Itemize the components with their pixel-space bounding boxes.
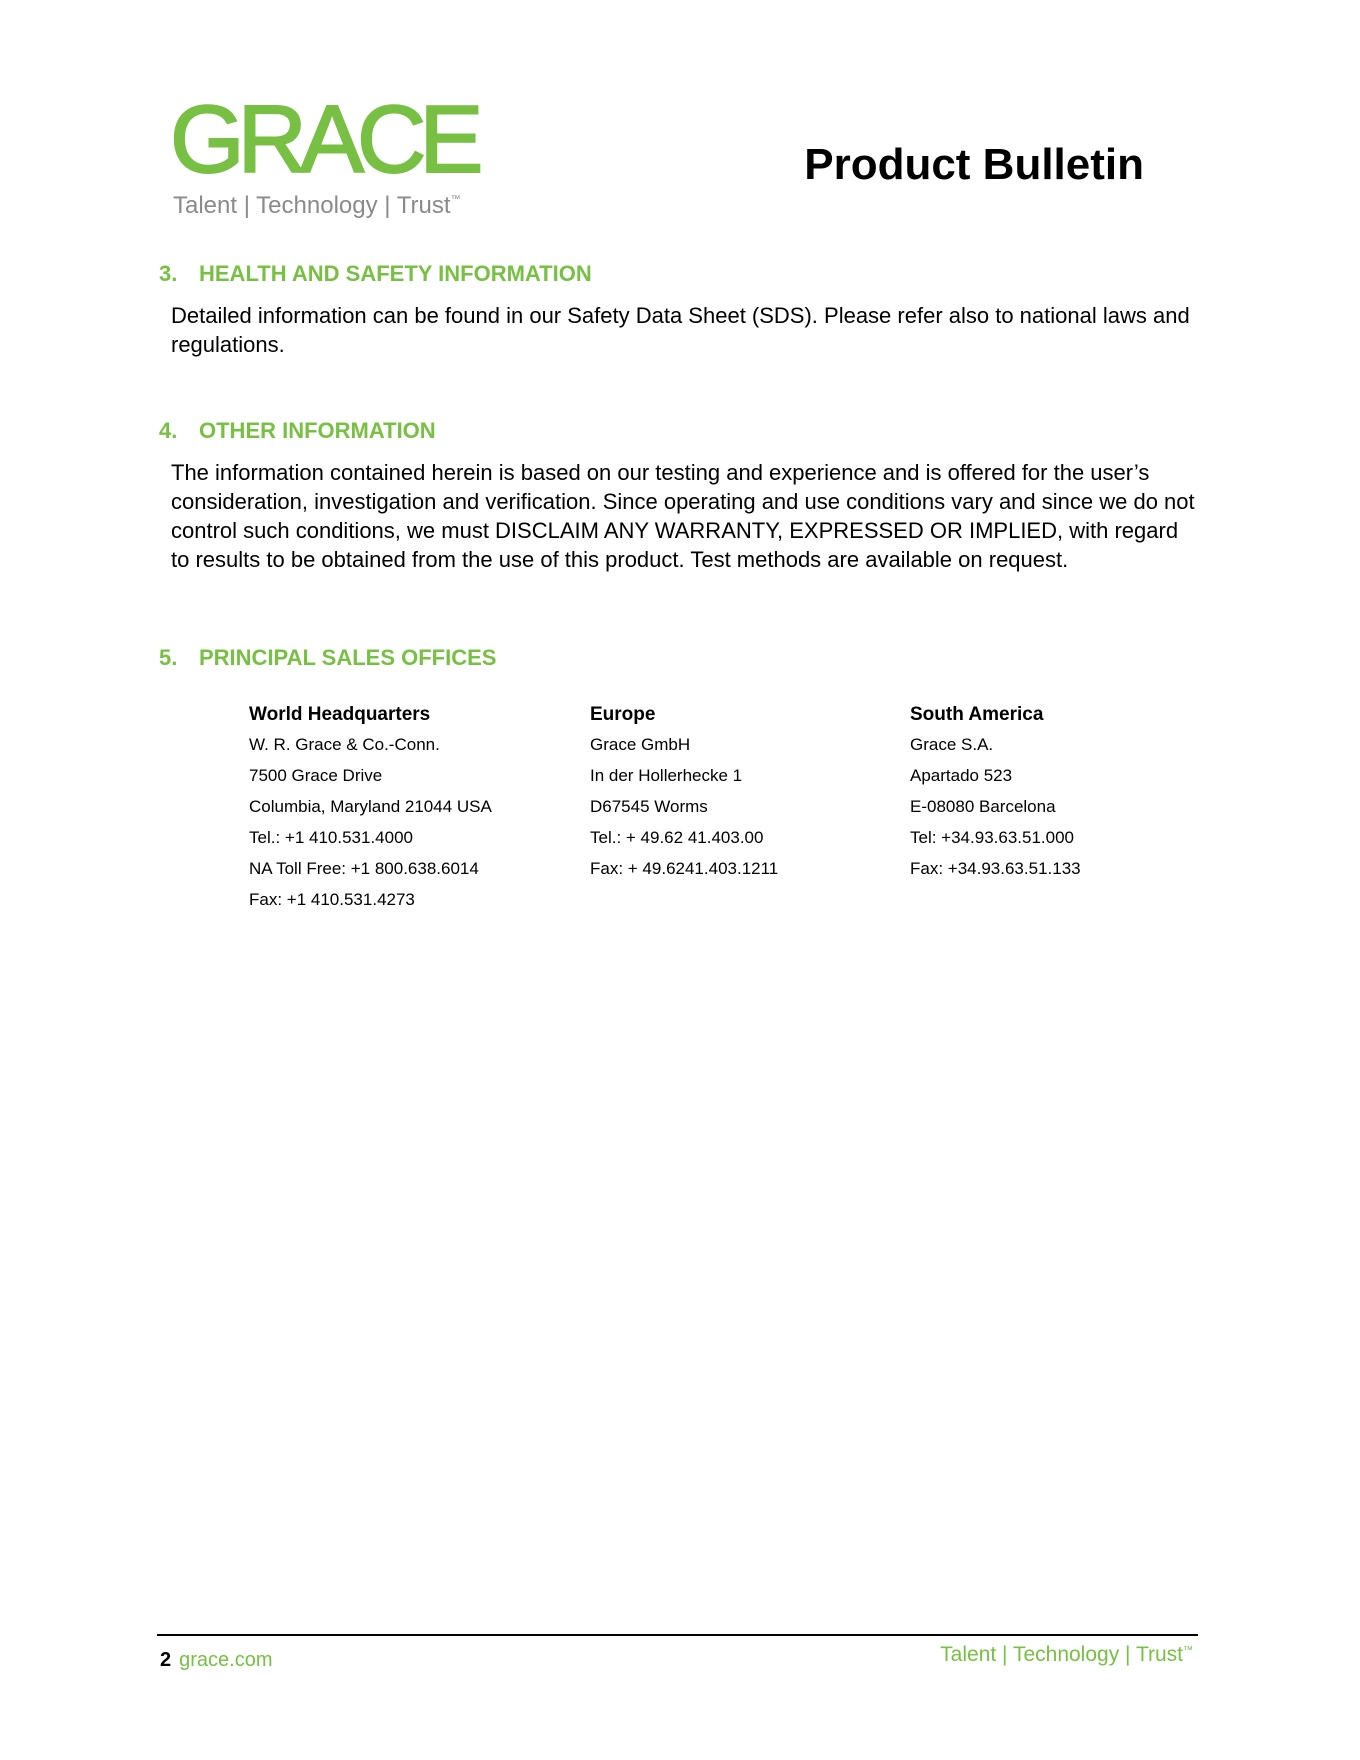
- page-title: Product Bulletin: [804, 140, 1144, 189]
- office-line: E-08080 Barcelona: [910, 797, 1056, 816]
- office-line: 7500 Grace Drive: [249, 766, 383, 785]
- grace-logo: [170, 86, 490, 222]
- footer-tagline: [940, 1643, 1193, 1667]
- footer-left: [160, 1649, 273, 1672]
- office-name: South America: [910, 704, 1044, 725]
- section-heading: [159, 418, 1199, 444]
- page-number: 2: [160, 1649, 172, 1671]
- office-line: D67545 Worms: [590, 797, 708, 816]
- section-number: 4.: [159, 418, 178, 443]
- office-line: NA Toll Free: +1 800.638.6014: [249, 859, 479, 878]
- section-other-information: [159, 418, 1199, 574]
- section-title: PRINCIPAL SALES OFFICES: [199, 645, 497, 670]
- section-title: HEALTH AND SAFETY INFORMATION: [199, 261, 592, 286]
- website-link[interactable]: grace.com: [179, 1649, 273, 1671]
- office-line: Fax: +34.93.63.51.133: [910, 859, 1081, 878]
- office-line: In der Hollerhecke 1: [590, 766, 743, 785]
- section-sales-offices: [159, 645, 1199, 671]
- office-line: W. R. Grace & Co.-Conn.: [249, 735, 440, 754]
- office-name: Europe: [590, 704, 656, 725]
- logo-wordmark: GRACE: [170, 86, 477, 193]
- office-line: Grace S.A.: [910, 735, 994, 754]
- office-south-america: [910, 704, 1081, 890]
- section-body: Detailed information can be found in our Safety Data Sheet (SDS). Please refer also to national laws and regulations.: [171, 303, 1190, 357]
- office-line: Tel.: + 49.62 41.403.00: [590, 828, 764, 847]
- logo-trademark: ™: [450, 194, 461, 205]
- section-number: 5.: [159, 645, 178, 670]
- section-number: 3.: [159, 261, 178, 286]
- office-world-headquarters: [249, 704, 492, 921]
- logo-tagline-text: Talent | Technology | Trust: [173, 192, 451, 219]
- footer-trademark: ™: [1183, 1645, 1193, 1656]
- footer-divider: [157, 1634, 1198, 1636]
- section-heading: [159, 645, 1199, 671]
- office-line: Grace GmbH: [590, 735, 691, 754]
- office-line: Fax: +1 410.531.4273: [249, 890, 415, 909]
- section-health-safety: [159, 261, 1199, 359]
- office-europe: [590, 704, 778, 890]
- section-title: OTHER INFORMATION: [199, 418, 436, 443]
- section-heading: [159, 261, 1199, 287]
- office-line: Columbia, Maryland 21044 USA: [249, 797, 492, 816]
- footer-tagline-text: Talent | Technology | Trust: [940, 1643, 1183, 1666]
- office-line: Tel.: +1 410.531.4000: [249, 828, 413, 847]
- office-line: Apartado 523: [910, 766, 1013, 785]
- office-line: Fax: + 49.6241.403.1211: [590, 859, 779, 878]
- logo-tagline: [173, 192, 461, 220]
- office-name: World Headquarters: [249, 704, 431, 725]
- office-line: Tel: +34.93.63.51.000: [910, 828, 1074, 847]
- section-body: The information contained herein is based on our testing and experience and is offered for the user’s consideration, investigation and verification. Since operating and use conditions vary and since we do not control such conditions, we must DISCLAIM ANY WARRANTY, EXPRESSED OR IMPLIED, with regard to results to be obtained from the use of this product. Test methods are available on request.: [171, 460, 1195, 572]
